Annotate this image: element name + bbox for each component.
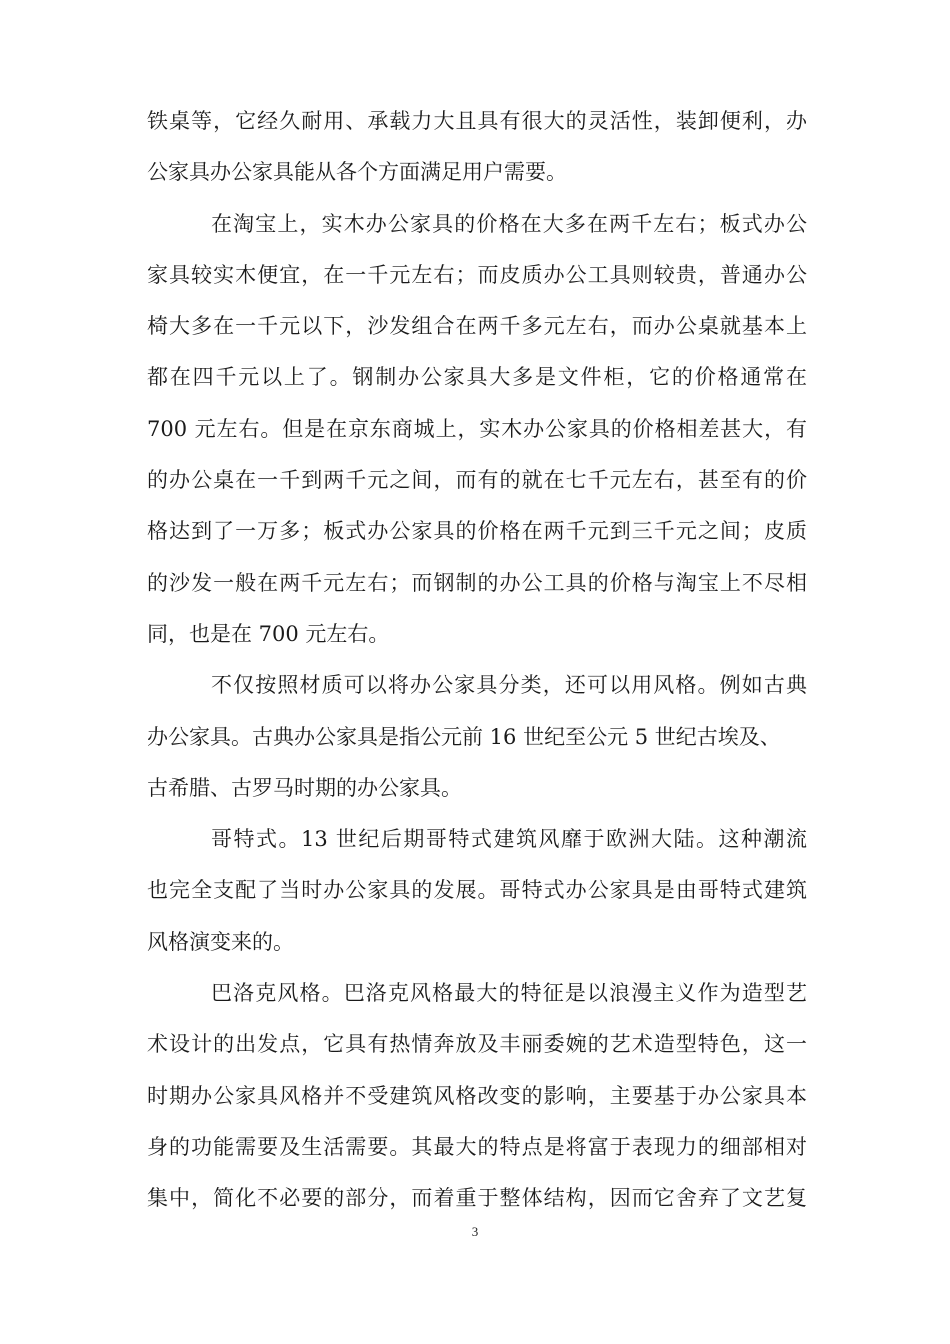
text-line: 格达到了一万多；板式办公家具的价格在两千元到三千元之间；皮质	[147, 519, 807, 544]
text-line: 风格演变来的。	[147, 929, 294, 954]
text-line: 集中，简化不必要的部分，而着重于整体结构，因而它舍弃了文艺复	[147, 1186, 807, 1211]
text-line: 办公家具。古典办公家具是指公元前 16 世纪至公元 5 世纪古埃及、	[147, 724, 781, 749]
text-line: 巴洛克风格。巴洛克风格最大的特征是以浪漫主义作为造型艺	[211, 981, 807, 1006]
text-line: 古希腊、古罗马时期的办公家具。	[147, 775, 462, 800]
text-line: 椅大多在一千元以下，沙发组合在两千多元左右，而办公桌就基本上	[147, 314, 807, 339]
paragraph	[147, 96, 807, 199]
text-line: 也完全支配了当时办公家具的发展。哥特式办公家具是由哥特式建筑	[147, 878, 807, 903]
text-line: 哥特式。13 世纪后期哥特式建筑风靡于欧洲大陆。这种潮流	[211, 827, 807, 852]
text-line: 在淘宝上，实木办公家具的价格在大多在两千左右；板式办公	[211, 211, 807, 236]
text-line: 700 元左右。但是在京东商城上，实木办公家具的价格相差甚大，有	[147, 416, 807, 441]
paragraph	[147, 660, 807, 814]
body-text	[147, 96, 807, 1225]
text-line: 不仅按照材质可以将办公家具分类，还可以用风格。例如古典	[211, 673, 807, 698]
text-line: 术设计的出发点，它具有热情奔放及丰丽委婉的艺术造型特色，这一	[147, 1032, 807, 1057]
text-line: 同，也是在 700 元左右。	[147, 621, 390, 646]
text-line: 家具较实木便宜，在一千元左右；而皮质办公工具则较贵，普通办公	[147, 262, 807, 287]
text-line: 时期办公家具风格并不受建筑风格改变的影响，主要基于办公家具本	[147, 1083, 807, 1108]
text-line: 的沙发一般在两千元左右；而钢制的办公工具的价格与淘宝上不尽相	[147, 570, 807, 595]
text-line: 都在四千元以上了。钢制办公家具大多是文件柜，它的价格通常在	[147, 365, 807, 390]
text-line: 公家具办公家具能从各个方面满足用户需要。	[147, 160, 567, 185]
text-line: 铁桌等，它经久耐用、承载力大且具有很大的灵活性，装卸便利，办	[147, 109, 807, 133]
text-line: 的办公桌在一千到两千元之间，而有的就在七千元左右，甚至有的价	[147, 468, 807, 493]
text-line: 身的功能需要及生活需要。其最大的特点是将富于表现力的细部相对	[147, 1134, 807, 1159]
paragraph	[147, 814, 807, 968]
page-number: 3	[471, 1224, 479, 1239]
paragraph	[147, 199, 807, 661]
paragraph	[147, 968, 807, 1224]
